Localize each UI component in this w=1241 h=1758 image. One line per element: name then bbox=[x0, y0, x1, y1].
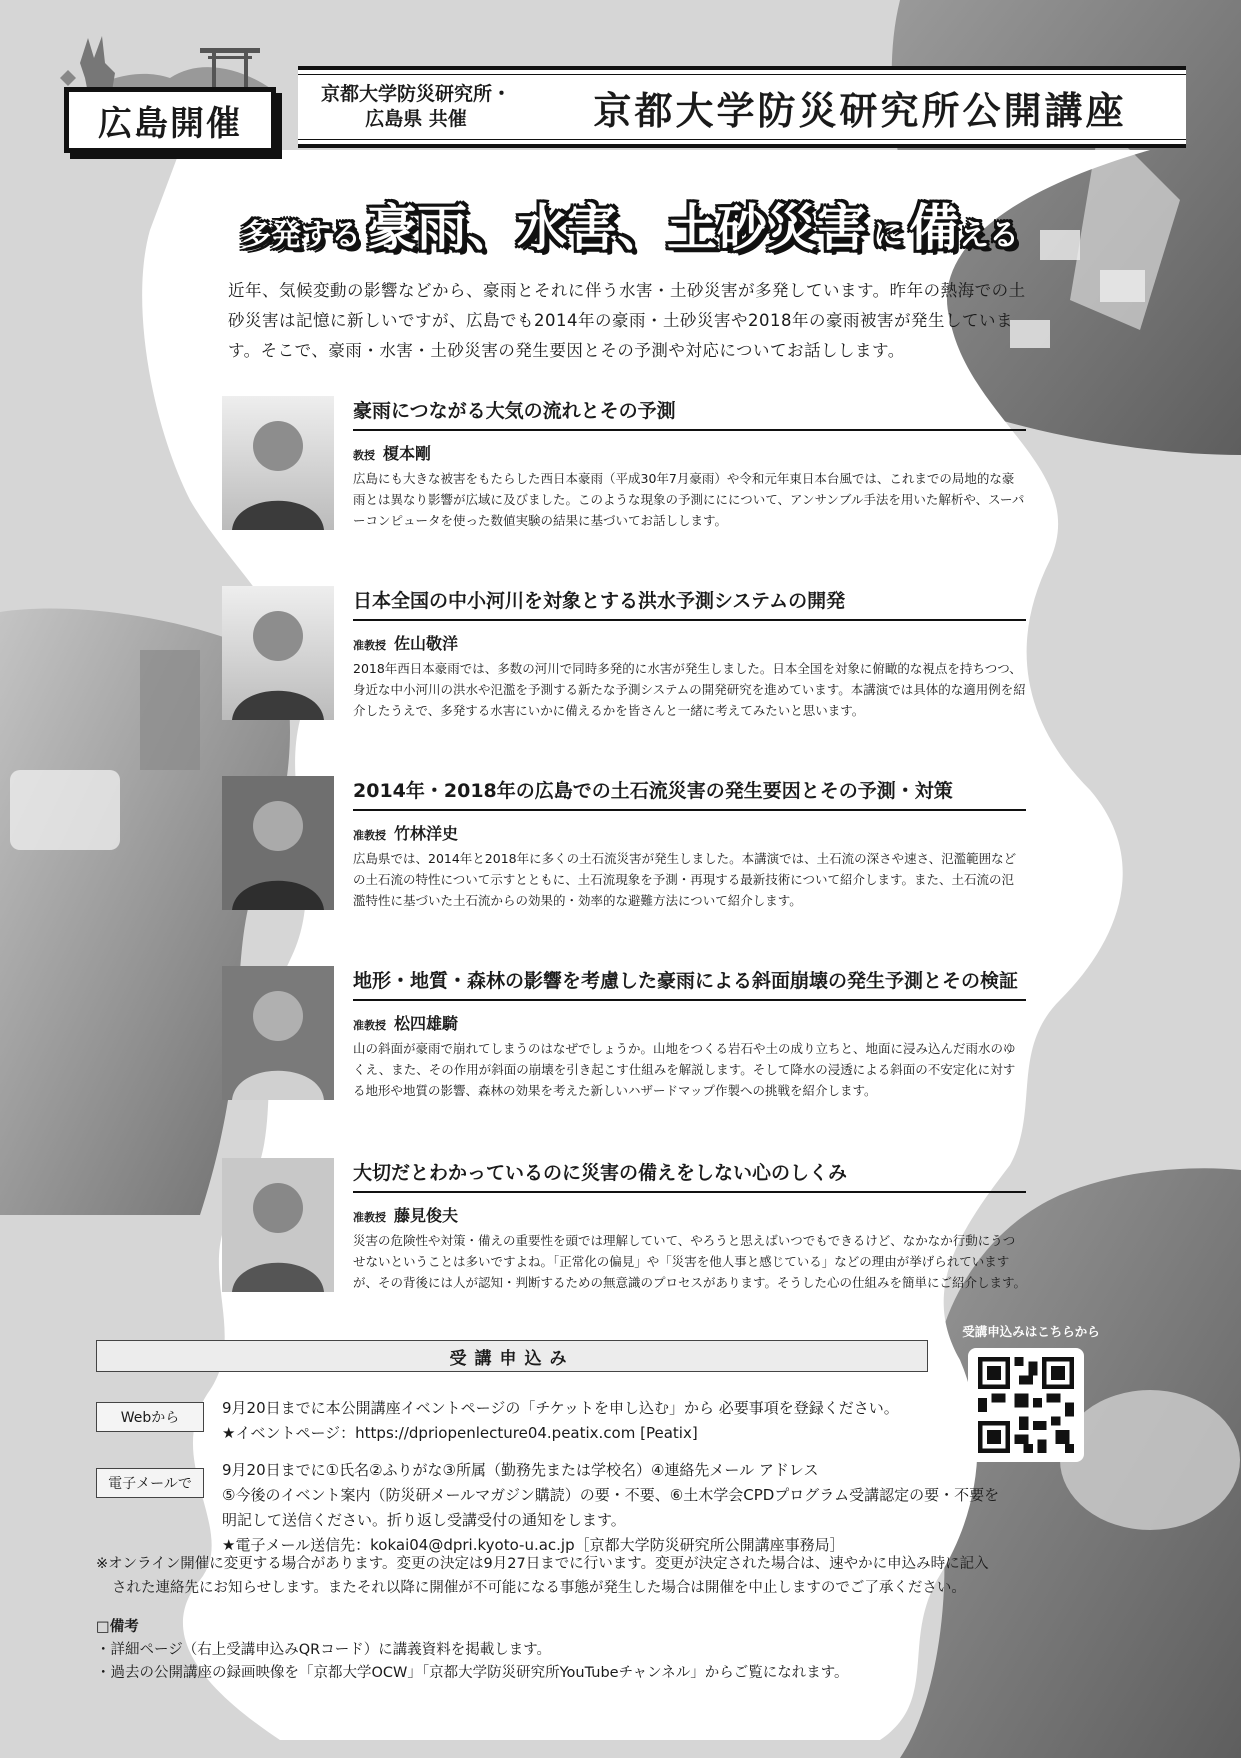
intro-text: 近年、気候変動の影響などから、豪雨とそれに伴う水害・土砂災害が多発しています。昨年の熱海での土砂災害は記憶に新しいですが、広島でも2014年の豪雨・土砂災害や2018年の豪雨被害が発生しています。そこで、豪雨・水害・土砂災害の発生要因とその予測や対応についてお話しします。 bbox=[228, 281, 1026, 360]
speaker-rank: 准教授 bbox=[353, 829, 386, 842]
speaker-rank: 教授 bbox=[353, 449, 375, 462]
lecture-item bbox=[222, 1158, 1026, 1298]
notice-line1: ※オンライン開催に変更する場合があります。変更の決定は9月27日までに行います。変更が決定された場合は、速やかに申込み時に記入 bbox=[96, 1556, 989, 1572]
lecture-item bbox=[222, 966, 1026, 1106]
web-line1: 9月20日までに本公開講座イベントページの「チケットを申し込む」から 必要事項を登録ください。 bbox=[222, 1399, 899, 1417]
remarks bbox=[96, 1616, 1056, 1685]
registration-heading: 受講申込み bbox=[96, 1340, 928, 1372]
speaker-name: 藤見俊夫 bbox=[394, 1206, 459, 1225]
speaker-portrait bbox=[222, 966, 334, 1100]
email-line3: 明記して送信ください。折り返し受講受付の通知をします。 bbox=[222, 1511, 626, 1529]
email-address-link[interactable]: ★電子メール送信先：kokai04@dpri.kyoto-u.ac.jp［京都大学防災研究所公開講座事務局］ bbox=[222, 1536, 845, 1554]
remarks-item1: ・詳細ページ（右上受講申込みQRコード）に講義資料を掲載します。 bbox=[96, 1642, 552, 1658]
email-method-label: 電子メールで bbox=[96, 1468, 204, 1498]
email-line2: ⑤今後のイベント案内（防災研メールマガジン購読）の要・不要、⑥土木学会CPDプログラム受講認定の要・不要を bbox=[222, 1486, 1000, 1504]
headline-part1: 多発する bbox=[241, 218, 361, 253]
lecture-title: 大切だとわかっているのに災害の備えをしない心のしくみ bbox=[353, 1158, 1026, 1193]
speaker-portrait bbox=[222, 586, 334, 720]
lecture-title: 2014年・2018年の広島での土石流災害の発生要因とその予測・対策 bbox=[353, 776, 1026, 811]
speaker-name: 佐山敬洋 bbox=[394, 634, 459, 653]
lecture-description: 2018年西日本豪雨では、多数の河川で同時多発的に水害が発生しました。日本全国を対象に俯瞰的な視点を持ちつつ、身近な中小河川の洪水や氾濫を予測する新たな予測システムの開発研究を進めています。本講演では具体的な適用例を紹介したうえで、多発する水害にいかに備えるかを皆さんと一緒に考えてみたいと思います。 bbox=[353, 661, 1026, 718]
notice-line2: された連絡先にお知らせします。またそれ以降に開催が不可能になる事態が発生した場合は開催を中止しますのでご了承ください。 bbox=[112, 1580, 966, 1596]
lecture-item bbox=[222, 776, 1026, 916]
lecture-item bbox=[222, 396, 1026, 536]
header-banner bbox=[298, 66, 1186, 148]
speaker-rank: 准教授 bbox=[353, 1019, 386, 1032]
headline-part5: える bbox=[959, 218, 1019, 253]
organizers-line1: 京都大学防災研究所・ bbox=[320, 83, 511, 105]
lecture-title: 地形・地質・森林の影響を考慮した豪雨による斜面崩壊の発生予測とその検証 bbox=[353, 966, 1026, 1001]
speaker-rank: 准教授 bbox=[353, 639, 386, 652]
speaker-name: 竹林洋史 bbox=[394, 824, 459, 843]
email-line1: 9月20日までに①氏名②ふりがな③所属（勤務先または学校名）④連絡先メール アドレス bbox=[222, 1461, 819, 1479]
remarks-heading: □備考 bbox=[96, 1619, 139, 1635]
speaker-portrait bbox=[222, 776, 334, 910]
remarks-item2: ・過去の公開講座の録画映像を「京都大学OCW」「京都大学防災研究所YouTubeチャンネル」からご覧になれます。 bbox=[96, 1665, 849, 1681]
web-instructions bbox=[222, 1396, 899, 1446]
location-badge: 広島開催 bbox=[64, 87, 276, 153]
headline bbox=[180, 190, 1080, 260]
qr-label: 受講申込みはこちらから bbox=[962, 1324, 1100, 1339]
qr-code-icon bbox=[977, 1357, 1075, 1453]
headline-part4: 備 bbox=[909, 199, 959, 257]
speaker-portrait bbox=[222, 396, 334, 530]
speaker-name: 榎本剛 bbox=[383, 444, 432, 463]
online-notice bbox=[96, 1552, 1056, 1600]
speaker-name: 松四雄騎 bbox=[394, 1014, 459, 1033]
lecture-description: 山の斜面が豪雨で崩れてしまうのはなぜでしょうか。山地をつくる岩石や土の成り立ちと、地面に浸み込んだ雨水のゆくえ、また、その作用が斜面の崩壊を引き起こす仕組みを解説します。そして降水の浸透による斜面の不安定化に対する地形や地質の影響、森林の効果を考えた新しいハザードマップ作製への挑戦を紹介します。 bbox=[353, 1041, 1016, 1098]
organizers-line2: 広島県 共催 bbox=[365, 108, 467, 130]
web-method-label: Webから bbox=[96, 1402, 204, 1432]
lecture-series-title: 京都大学防災研究所公開講座 bbox=[593, 88, 1127, 133]
lecture-description: 災害の危険性や対策・備えの重要性を頭では理解していて、やろうと思えばいつでもできるけど、なかなか行動にうつせないということは多いですよね。「正常化の偏見」や「災害を他人事と感じている」などの理由が挙げられていますが、その背後には人が認知・判断するための無意識のプロセスがあります。そうした心の仕組みを簡単にご紹介します。 bbox=[353, 1233, 1027, 1290]
organizers bbox=[298, 82, 534, 132]
lecture-description: 広島にも大きな被害をもたらした西日本豪雨（平成30年7月豪雨）や令和元年東日本台風では、これまでの局地的な豪雨とは異なり影響が広域に及びました。このような現象の予測ににについて、アンサンブル手法を用いた解析や、スーパーコンピュータを使った数値実験の結果に基づいてお話しします。 bbox=[353, 471, 1025, 528]
speaker-rank: 准教授 bbox=[353, 1211, 386, 1224]
speaker-portrait bbox=[222, 1158, 334, 1292]
event-page-link[interactable]: ★イベントページ：https://dpriopenlecture04.peatix.com [Peatix] bbox=[222, 1424, 698, 1442]
lecture-item bbox=[222, 586, 1026, 726]
headline-part3: に bbox=[873, 218, 903, 253]
lecture-title: 豪雨につながる大気の流れとその予測 bbox=[353, 396, 1026, 431]
headline-part2: 豪雨、水害、土砂災害 bbox=[367, 199, 867, 257]
lecture-title: 日本全国の中小河川を対象とする洪水予測システムの開発 bbox=[353, 586, 1026, 621]
registration-qr-code[interactable] bbox=[968, 1348, 1084, 1462]
email-instructions bbox=[222, 1458, 999, 1558]
lecture-description: 広島県では、2014年と2018年に多くの土石流災害が発生しました。本講演では、土石流の深さや速さ、氾濫範囲などの土石流の特性について示すとともに、土石流現象を予測・再現する最新技術について紹介します。また、土石流の氾濫特性に基づいた土石流からの効果的・効率的な避難方法について紹介します。 bbox=[353, 851, 1017, 908]
